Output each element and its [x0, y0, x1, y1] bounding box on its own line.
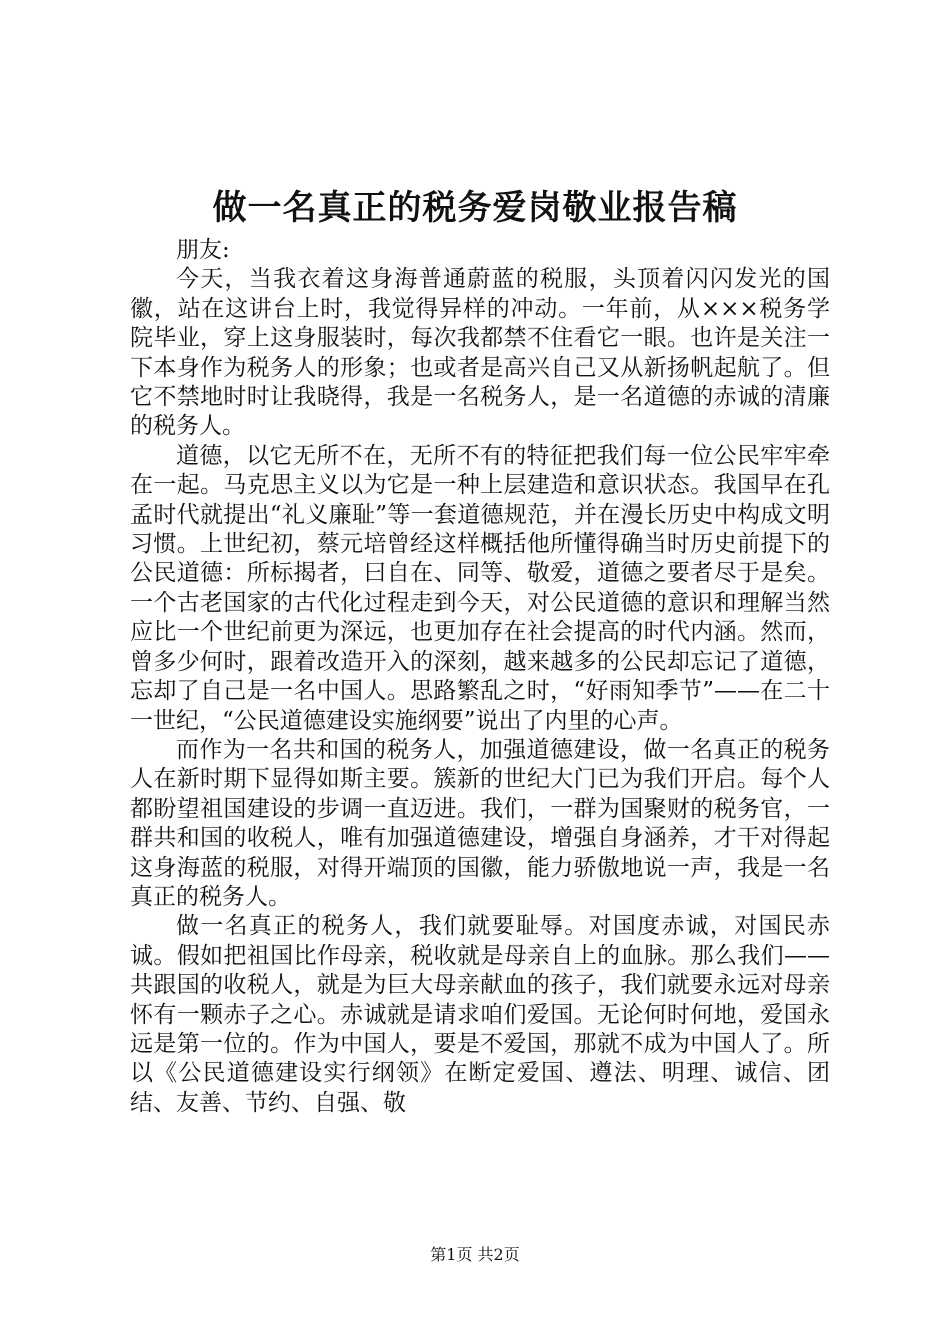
salutation: 朋友:: [176, 237, 230, 263]
document-title: 做一名真正的税务爱岗敬业报告稿: [212, 188, 738, 228]
document-body: [130, 236, 830, 1118]
paragraph: 做一名真正的税务人，我们就要耻辱。对国度赤诚，对国民赤诚。假如把祖国比作母亲，税收就是母亲自上的血脉。那么我们——共跟国的收税人，就是为巨大母亲献血的孩子，我们就要永远对母亲怀有一颗赤子之心。赤诚就是请求咱们爱国。无论何时何地，爱国永远是第一位的。作为中国人，要是不爱国，那就不成为中国人了。所以《公民道德建设实行纲领》在断定爱国、遵法、明理、诚信、团结、友善、节约、自强、敬: [130, 913, 830, 1116]
page-footer: 第1页 共2页: [430, 1245, 520, 1264]
paragraph: 今天，当我衣着这身海普通蔚蓝的税服，头顶着闪闪发光的国徽，站在这讲台上时，我觉得异样的冲动。一年前，从×××税务学院毕业，穿上这身服装时，每次我都禁不住看它一眼。也许是关注一下本身作为税务人的形象；也或者是高兴自己又从新扬帆起航了。但它不禁地时时让我晓得，我是一名税务人，是一名道德的赤诚的清廉的税务人。: [130, 266, 830, 440]
paragraph: 而作为一名共和国的税务人，加强道德建设，做一名真正的税务人在新时期下显得如斯主要。簇新的世纪大门已为我们开启。每个人都盼望祖国建设的步调一直迈进。我们，一群为国聚财的税务官，一群共和国的收税人，唯有加强道德建设，增强自身涵养，才干对得起这身海蓝的税服，对得开端顶的国徽，能力骄傲地说一声，我是一名真正的税务人。: [130, 736, 830, 910]
paragraph: 道德，以它无所不在，无所不有的特征把我们每一位公民牢牢牵在一起。马克思主义以为它是一种上层建造和意识状态。我国早在孔孟时代就提出“礼义廉耻”等一套道德规范，并在漫长历史中构成文明习惯。上世纪初，蔡元培曾经这样概括他所懂得确当时历史前提下的公民道德：所标揭者，曰自在、同等、敬爱，道德之要者尽于是矣。一个古老国家的古代化过程走到今天，对公民道德的意识和理解当然应比一个世纪前更为深远，也更加存在社会提高的时代内涵。然而，曾多少何时，跟着改造开入的深刻，越来越多的公民却忘记了道德，忘却了自己是一名中国人。思路繁乱之时，“好雨知季节”——在二十一世纪，“公民道德建设实施纲要”说出了内里的心声。: [130, 442, 830, 734]
